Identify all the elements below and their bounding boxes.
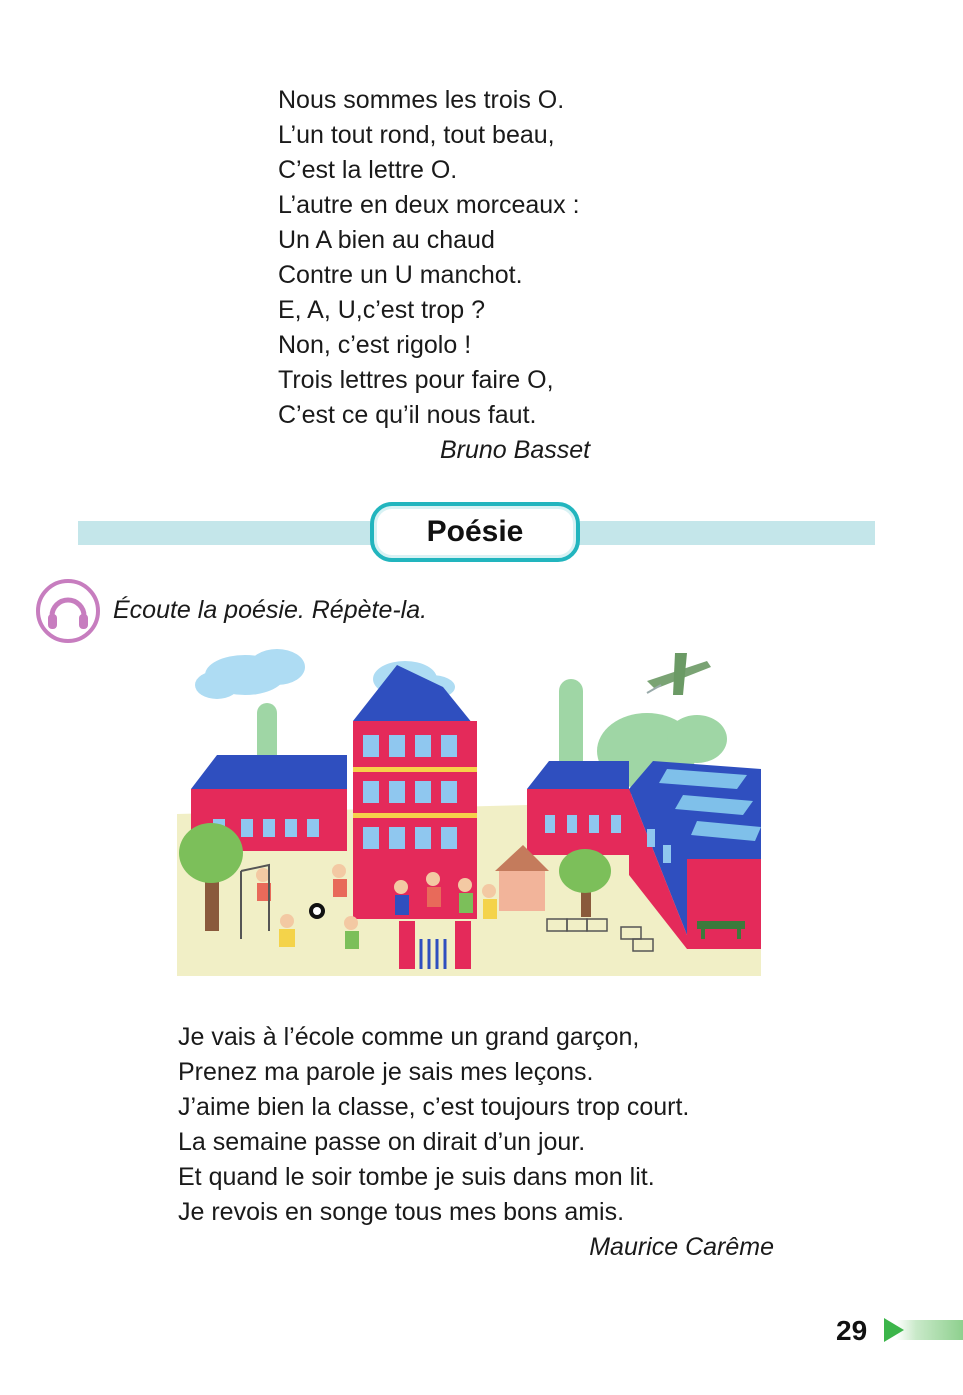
headphones-icon[interactable] (35, 578, 101, 644)
poem-line: Et quand le soir tombe je suis dans mon lit. (178, 1163, 655, 1191)
poem-line: L’un tout rond, tout beau, (278, 121, 555, 149)
poem-line: Un A bien au chaud (278, 226, 495, 254)
poem-line: C’est la lettre O. (278, 156, 458, 184)
poem-line: C’est ce qu’il nous faut. (278, 401, 537, 429)
poem-line: Je vais à l’école comme un grand garçon, (178, 1023, 640, 1051)
poem-line: Nous sommes les trois O. (278, 86, 565, 114)
section-title: Poésie (426, 515, 524, 548)
page-number: 29 (836, 1315, 868, 1346)
poem-author: Maurice Carême (589, 1233, 774, 1261)
poem-line: E, A, U,c’est trop ? (278, 296, 486, 324)
poem-line: J’aime bien la classe, c’est toujours trop court. (178, 1093, 690, 1121)
instruction-text: Écoute la poésie. Répète-la. (113, 596, 428, 624)
poem-line: L’autre en deux morceaux : (278, 191, 580, 219)
poem-line: Prenez ma parole je sais mes leçons. (178, 1058, 594, 1086)
poem-top (278, 83, 678, 468)
poem-line: Trois lettres pour faire O, (278, 366, 554, 394)
poem-line: Je revois en songe tous mes bons amis. (178, 1198, 625, 1226)
next-arrow-icon[interactable] (882, 1316, 963, 1344)
section-title-pill (370, 502, 580, 562)
poem-line: Contre un U manchot. (278, 261, 523, 289)
poem-line: La semaine passe on dirait d’un jour. (178, 1128, 586, 1156)
poem-line: Non, c’est rigolo ! (278, 331, 472, 359)
poem-bottom (178, 1020, 798, 1265)
school-illustration (177, 639, 761, 976)
poem-author: Bruno Basset (440, 436, 591, 464)
